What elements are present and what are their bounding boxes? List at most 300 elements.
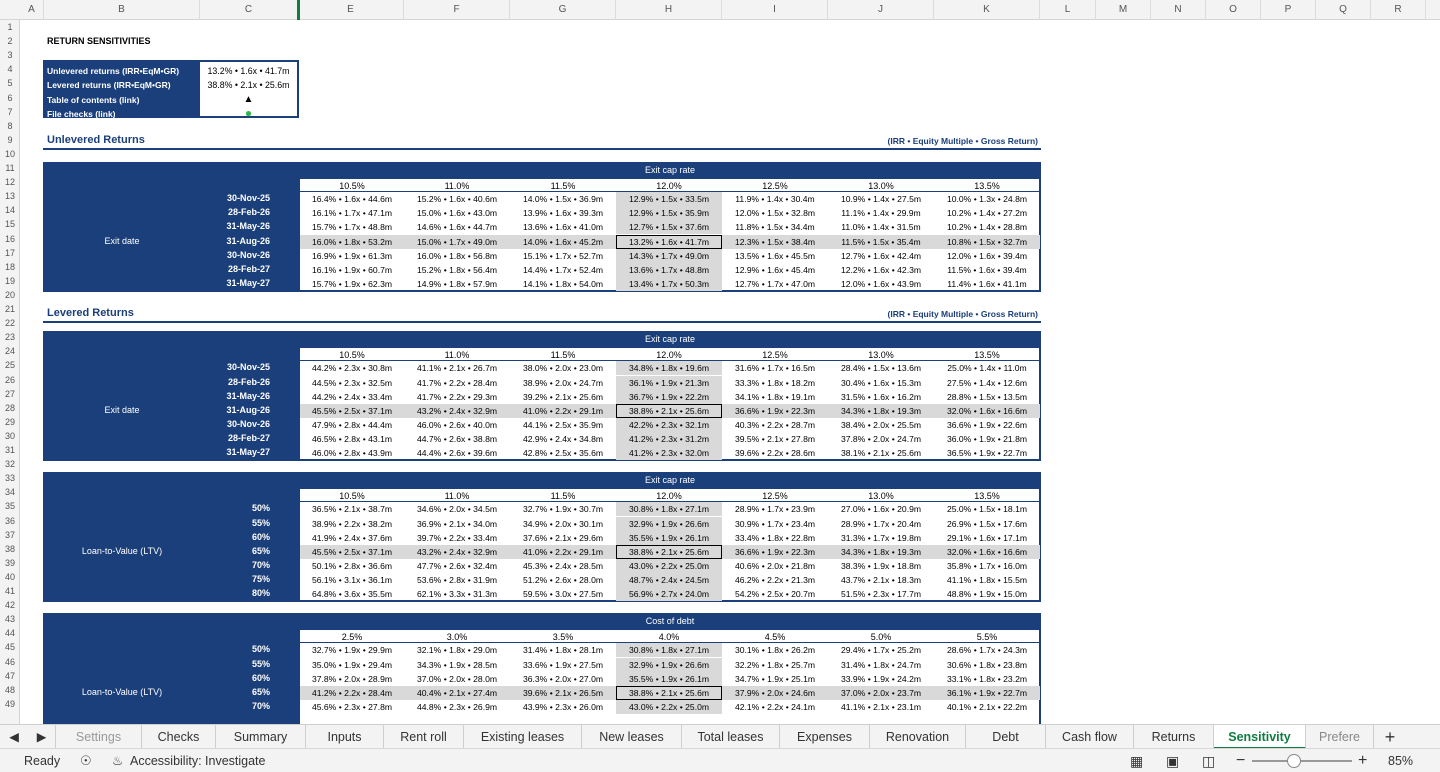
table-cell[interactable]: 32.0% • 1.6x • 16.6m xyxy=(934,404,1040,418)
table-cell[interactable]: 54.2% • 2.5x • 20.7m xyxy=(734,589,816,599)
zoom-in-button[interactable]: + xyxy=(1358,752,1368,769)
file-check-status-icon[interactable]: ● xyxy=(244,105,253,120)
table-cell[interactable]: 29.4% • 1.7x • 25.2m xyxy=(840,645,922,656)
table-cell[interactable]: 32.2% • 1.8x • 25.7m xyxy=(734,659,816,670)
table-cell[interactable]: 36.6% • 1.9x • 22.3m xyxy=(722,545,828,559)
row-header[interactable]: 36 xyxy=(4,515,15,526)
table-cell[interactable]: 11.0% • 1.4x • 31.5m xyxy=(841,222,921,233)
normal-view-icon[interactable]: ▦ xyxy=(1130,753,1144,769)
row-header[interactable]: 24 xyxy=(4,346,15,357)
table-cell[interactable]: 15.2% • 1.6x • 40.6m xyxy=(416,194,498,205)
table-cell[interactable]: 13.6% • 1.6x • 41.0m xyxy=(522,222,604,233)
table-cell[interactable]: 43.2% • 2.4x • 32.9m xyxy=(404,545,510,559)
table-cell[interactable]: 50.1% • 2.8x • 36.6m xyxy=(311,560,393,571)
table-cell[interactable]: 12.7% • 1.5x • 37.6m xyxy=(616,220,722,234)
table-cell[interactable]: 40.3% • 2.2x • 28.7m xyxy=(734,419,816,430)
table-cell[interactable]: 11.5% • 1.6x • 39.4m xyxy=(947,264,1027,275)
table-cell[interactable]: 43.0% • 2.2x • 25.0m xyxy=(616,559,722,573)
table-cell[interactable]: 46.0% • 2.8x • 43.9m xyxy=(311,448,393,458)
row-value-label[interactable]: 30-Nov-26 xyxy=(226,249,270,260)
row-value-label[interactable]: 28-Feb-27 xyxy=(227,432,270,443)
row-value-label[interactable]: 31-May-26 xyxy=(226,390,270,401)
table-cell[interactable]: 14.6% • 1.6x • 44.7m xyxy=(416,222,498,233)
table-cell[interactable]: 39.7% • 2.2x • 33.4m xyxy=(416,532,498,543)
table-cell[interactable]: 44.4% • 2.6x • 39.6m xyxy=(416,448,498,458)
tab-checks[interactable]: Checks xyxy=(142,725,216,749)
table-cell[interactable]: 15.1% • 1.7x • 52.7m xyxy=(522,250,604,261)
column-value-header[interactable]: 10.5% xyxy=(300,349,404,361)
column-header[interactable]: O xyxy=(1206,0,1261,20)
column-header[interactable]: E xyxy=(298,0,404,20)
row-header[interactable]: 10 xyxy=(4,148,15,159)
table-cell[interactable]: 30.8% • 1.8x • 27.1m xyxy=(616,502,722,516)
column-value-header[interactable]: 11.5% xyxy=(510,349,616,361)
table-cell[interactable]: 10.9% • 1.4x • 27.5m xyxy=(840,194,922,205)
row-header[interactable]: 19 xyxy=(4,275,15,286)
table-cell[interactable]: 16.0% • 1.8x • 53.2m xyxy=(300,235,404,249)
column-header[interactable]: K xyxy=(934,0,1040,20)
row-header[interactable]: 40 xyxy=(4,571,15,582)
accessibility-status[interactable]: Accessibility: Investigate xyxy=(130,754,266,768)
table-cell[interactable]: 28.9% • 1.7x • 23.9m xyxy=(734,504,816,515)
column-value-header[interactable]: 11.0% xyxy=(404,490,510,502)
table-cell[interactable]: 27.0% • 1.6x • 20.9m xyxy=(840,504,922,515)
tab-expenses[interactable]: Expenses xyxy=(780,725,870,749)
row-value-label[interactable]: 75% xyxy=(251,573,270,584)
row-value-label[interactable]: 28-Feb-26 xyxy=(227,376,270,387)
zoom-slider-thumb[interactable] xyxy=(1287,754,1301,768)
table-cell[interactable]: 10.8% • 1.5x • 32.7m xyxy=(934,235,1040,249)
table-cell[interactable]: 44.2% • 2.3x • 30.8m xyxy=(311,363,393,374)
table-cell[interactable]: 33.6% • 1.9x • 27.5m xyxy=(522,659,604,670)
table-cell[interactable]: 33.1% • 1.8x • 23.2m xyxy=(946,673,1028,684)
column-value-header[interactable]: 13.5% xyxy=(934,490,1040,502)
table-cell[interactable]: 36.9% • 2.1x • 34.0m xyxy=(416,518,498,529)
table-cell[interactable]: 34.7% • 1.9x • 25.1m xyxy=(734,673,816,684)
row-header[interactable]: 45 xyxy=(4,642,15,653)
row-header[interactable]: 39 xyxy=(4,557,15,568)
page-layout-icon[interactable]: ▣ xyxy=(1166,753,1180,769)
table-cell[interactable]: 30.4% • 1.6x • 15.3m xyxy=(840,377,922,388)
zoom-slider-track[interactable] xyxy=(1252,760,1352,762)
table-cell[interactable]: 56.9% • 2.7x • 24.0m xyxy=(616,587,722,601)
row-header[interactable]: 33 xyxy=(4,473,15,484)
column-header[interactable]: P xyxy=(1261,0,1316,20)
row-header[interactable]: 22 xyxy=(4,318,15,329)
row-value-label[interactable]: 31-May-26 xyxy=(226,221,270,232)
table-cell[interactable]: 13.2% • 1.6x • 41.7m xyxy=(616,235,722,249)
row-header[interactable]: 3 xyxy=(7,50,13,61)
column-header[interactable]: L xyxy=(1040,0,1096,20)
tab-existing-leases[interactable]: Existing leases xyxy=(464,725,582,749)
table-cell[interactable]: 38.0% • 2.0x • 23.0m xyxy=(522,363,604,374)
tab-summary[interactable]: Summary xyxy=(216,725,306,749)
table-cell[interactable]: 35.5% • 1.9x • 26.1m xyxy=(616,531,722,545)
row-header[interactable]: 4 xyxy=(7,64,13,75)
row-header[interactable]: 2 xyxy=(7,36,13,47)
column-value-header[interactable]: 2.5% xyxy=(300,631,404,643)
row-header[interactable]: 34 xyxy=(4,487,15,498)
table-cell[interactable]: 10.2% • 1.4x • 27.2m xyxy=(946,208,1028,219)
table-cell[interactable]: 37.0% • 2.0x • 23.7m xyxy=(828,686,934,700)
row-header[interactable]: 46 xyxy=(4,656,15,667)
table-cell[interactable]: 37.8% • 2.0x • 28.9m xyxy=(311,673,393,684)
table-cell[interactable]: 48.8% • 1.9x • 15.0m xyxy=(946,589,1028,599)
row-header[interactable]: 42 xyxy=(4,600,15,611)
tab-scroll-left[interactable] xyxy=(0,725,28,749)
table-cell[interactable]: 35.8% • 1.7x • 16.0m xyxy=(946,560,1028,571)
row-header[interactable]: 7 xyxy=(7,106,13,117)
column-value-header[interactable]: 4.5% xyxy=(722,631,828,643)
table-cell[interactable]: 10.0% • 1.3x • 24.8m xyxy=(946,194,1028,205)
row-value-label[interactable]: 50% xyxy=(251,644,270,655)
row-value-label[interactable]: 60% xyxy=(251,531,270,542)
table-cell[interactable]: 34.3% • 1.8x • 19.3m xyxy=(828,404,934,418)
table-cell[interactable]: 46.2% • 2.2x • 21.3m xyxy=(734,574,816,585)
table-cell[interactable]: 36.6% • 1.9x • 22.6m xyxy=(946,419,1028,430)
table-cell[interactable]: 46.0% • 2.6x • 40.0m xyxy=(416,419,498,430)
row-value-label[interactable]: 31-Aug-26 xyxy=(226,404,270,415)
column-value-header[interactable]: 11.5% xyxy=(510,180,616,192)
row-header[interactable]: 8 xyxy=(7,120,13,131)
tab-inputs[interactable]: Inputs xyxy=(306,725,384,749)
table-cell[interactable]: 32.0% • 1.6x • 16.6m xyxy=(934,545,1040,559)
table-cell[interactable]: 29.1% • 1.6x • 17.1m xyxy=(946,532,1028,543)
table-cell[interactable]: 43.7% • 2.1x • 18.3m xyxy=(840,574,922,585)
table-cell[interactable]: 51.5% • 2.3x • 17.7m xyxy=(840,589,922,599)
table-cell[interactable]: 36.7% • 1.9x • 22.2m xyxy=(616,390,722,404)
table-cell[interactable]: 12.0% • 1.6x • 39.4m xyxy=(946,250,1028,261)
table-cell[interactable]: 14.4% • 1.7x • 52.4m xyxy=(522,264,604,275)
table-cell[interactable]: 36.5% • 1.9x • 22.7m xyxy=(946,448,1028,458)
column-value-header[interactable]: 12.5% xyxy=(722,180,828,192)
tab-renovation[interactable]: Renovation xyxy=(870,725,966,749)
add-sheet-button[interactable] xyxy=(1374,725,1406,749)
row-header[interactable]: 9 xyxy=(7,134,13,145)
table-cell[interactable]: 15.0% • 1.6x • 43.0m xyxy=(416,208,498,219)
table-cell[interactable]: 13.4% • 1.7x • 50.3m xyxy=(616,277,722,291)
row-header[interactable]: 44 xyxy=(4,628,15,639)
table-cell[interactable]: 14.0% • 1.5x • 36.9m xyxy=(522,194,604,205)
table-cell[interactable]: 28.4% • 1.5x • 13.6m xyxy=(840,363,922,374)
row-header[interactable]: 21 xyxy=(4,304,15,314)
tab-debt[interactable]: Debt xyxy=(966,725,1046,749)
table-cell[interactable]: 45.5% • 2.5x • 37.1m xyxy=(300,545,404,559)
table-cell[interactable]: 43.2% • 2.4x • 32.9m xyxy=(404,404,510,418)
column-header[interactable]: G xyxy=(510,0,616,20)
tab-cash-flow[interactable]: Cash flow xyxy=(1046,725,1134,749)
table-cell[interactable]: 12.0% • 1.6x • 43.9m xyxy=(840,278,922,289)
table-cell[interactable]: 15.0% • 1.7x • 49.0m xyxy=(404,235,510,249)
table-cell[interactable]: 40.1% • 2.1x • 22.2m xyxy=(946,701,1028,712)
table-cell[interactable]: 56.1% • 3.1x • 36.1m xyxy=(311,574,393,585)
table-cell[interactable]: 31.5% • 1.6x • 16.2m xyxy=(840,391,922,402)
column-header[interactable]: R xyxy=(1371,0,1426,20)
table-cell[interactable]: 34.6% • 2.0x • 34.5m xyxy=(416,504,498,515)
table-cell[interactable]: 16.9% • 1.9x • 61.3m xyxy=(311,250,393,261)
table-cell[interactable]: 41.2% • 2.2x • 28.4m xyxy=(300,686,404,700)
table-cell[interactable]: 45.6% • 2.3x • 27.8m xyxy=(311,701,393,712)
table-cell[interactable]: 38.9% • 2.2x • 38.2m xyxy=(311,518,393,529)
table-cell[interactable]: 34.9% • 2.0x • 30.1m xyxy=(522,518,604,529)
table-cell[interactable]: 14.1% • 1.8x • 54.0m xyxy=(522,278,604,289)
table-cell[interactable]: 40.6% • 2.0x • 21.8m xyxy=(734,560,816,571)
table-cell[interactable]: 39.2% • 2.1x • 25.6m xyxy=(522,391,604,402)
table-cell[interactable]: 39.6% • 2.1x • 26.5m xyxy=(510,686,616,700)
table-cell[interactable]: 11.4% • 1.6x • 41.1m xyxy=(947,278,1027,289)
table-cell[interactable]: 38.8% • 2.1x • 25.6m xyxy=(616,545,722,559)
table-cell[interactable]: 39.6% • 2.2x • 28.6m xyxy=(734,448,816,458)
row-header[interactable]: 6 xyxy=(7,92,13,103)
table-cell[interactable]: 41.1% • 2.1x • 26.7m xyxy=(416,363,498,374)
table-cell[interactable]: 13.6% • 1.7x • 48.8m xyxy=(616,263,722,277)
column-header[interactable]: N xyxy=(1151,0,1206,20)
tab-new-leases[interactable]: New leases xyxy=(582,725,682,749)
table-cell[interactable]: 28.8% • 1.5x • 13.5m xyxy=(946,391,1028,402)
row-header[interactable]: 27 xyxy=(4,388,15,399)
table-cell[interactable]: 32.9% • 1.9x • 26.6m xyxy=(616,658,722,672)
row-header[interactable]: 41 xyxy=(4,586,15,596)
table-cell[interactable]: 16.4% • 1.6x • 44.6m xyxy=(311,194,393,205)
row-value-label[interactable]: 31-May-27 xyxy=(226,277,270,288)
row-header[interactable]: 18 xyxy=(4,261,15,272)
table-cell[interactable]: 37.9% • 2.0x • 24.6m xyxy=(722,686,828,700)
table-cell[interactable]: 38.8% • 2.1x • 25.6m xyxy=(616,404,722,418)
table-cell[interactable]: 12.0% • 1.5x • 32.8m xyxy=(734,208,816,219)
table-cell[interactable]: 43.9% • 2.3x • 26.0m xyxy=(522,701,604,712)
column-value-header[interactable]: 13.0% xyxy=(828,349,934,361)
table-cell[interactable]: 34.3% • 1.9x • 28.5m xyxy=(416,659,498,670)
table-cell[interactable]: 46.5% • 2.8x • 43.1m xyxy=(311,433,393,444)
table-cell[interactable]: 41.2% • 2.3x • 31.2m xyxy=(616,432,722,446)
column-value-header[interactable]: 12.0% xyxy=(616,349,722,361)
column-value-header[interactable]: 13.5% xyxy=(934,180,1040,192)
table-cell[interactable]: 37.8% • 2.0x • 24.7m xyxy=(840,433,922,444)
table-cell[interactable]: 36.6% • 1.9x • 22.3m xyxy=(722,404,828,418)
table-cell[interactable]: 26.9% • 1.5x • 17.6m xyxy=(946,518,1028,529)
column-value-header[interactable]: 5.5% xyxy=(934,631,1040,643)
table-cell[interactable]: 30.8% • 1.8x • 27.1m xyxy=(616,643,722,657)
table-cell[interactable]: 14.9% • 1.8x • 57.9m xyxy=(416,278,498,289)
column-value-header[interactable]: 13.0% xyxy=(828,180,934,192)
table-cell[interactable]: 25.0% • 1.4x • 11.0m xyxy=(947,363,1027,374)
column-header[interactable]: J xyxy=(828,0,934,20)
table-cell[interactable]: 34.3% • 1.8x • 19.3m xyxy=(828,545,934,559)
table-cell[interactable]: 45.3% • 2.4x • 28.5m xyxy=(522,560,604,571)
table-cell[interactable]: 59.5% • 3.0x • 27.5m xyxy=(522,589,604,599)
row-header[interactable]: 28 xyxy=(4,402,15,413)
table-cell[interactable]: 31.3% • 1.7x • 19.8m xyxy=(840,532,922,543)
column-value-header[interactable]: 12.5% xyxy=(722,349,828,361)
table-cell[interactable]: 42.2% • 2.3x • 32.1m xyxy=(616,418,722,432)
table-cell[interactable]: 44.7% • 2.6x • 38.8m xyxy=(416,433,498,444)
column-header[interactable]: I xyxy=(722,0,828,20)
row-header[interactable]: 32 xyxy=(4,459,15,470)
table-cell[interactable]: 12.7% • 1.6x • 42.4m xyxy=(840,250,922,261)
table-cell[interactable]: 13.5% • 1.6x • 45.5m xyxy=(734,250,816,261)
table-cell[interactable]: 12.3% • 1.5x • 38.4m xyxy=(722,235,828,249)
table-cell[interactable]: 41.7% • 2.2x • 29.3m xyxy=(416,391,498,402)
table-cell[interactable]: 27.5% • 1.4x • 12.6m xyxy=(946,377,1028,388)
table-cell[interactable]: 64.8% • 3.6x • 35.5m xyxy=(311,589,393,599)
row-value-label[interactable]: 65% xyxy=(251,686,270,697)
column-value-header[interactable]: 11.5% xyxy=(510,490,616,502)
table-cell[interactable]: 48.7% • 2.4x • 24.5m xyxy=(616,573,722,587)
table-cell[interactable]: 12.9% • 1.6x • 45.4m xyxy=(734,264,816,275)
row-header[interactable]: 20 xyxy=(4,289,15,300)
table-cell[interactable]: 38.3% • 1.9x • 18.8m xyxy=(840,560,922,571)
row-value-label[interactable]: 70% xyxy=(251,700,270,711)
table-cell[interactable]: 34.1% • 1.8x • 19.1m xyxy=(734,391,816,402)
table-cell[interactable]: 41.1% • 2.1x • 23.1m xyxy=(840,701,922,712)
table-cell[interactable]: 47.9% • 2.8x • 44.4m xyxy=(311,419,393,430)
row-value-label[interactable]: 55% xyxy=(251,658,270,669)
tab-sensitivity[interactable]: Sensitivity xyxy=(1214,725,1306,749)
row-value-label[interactable]: 65% xyxy=(251,545,270,556)
table-cell[interactable]: 15.7% • 1.7x • 48.8m xyxy=(311,222,393,233)
table-cell[interactable]: 11.5% • 1.5x • 35.4m xyxy=(828,235,934,249)
table-cell[interactable]: 32.7% • 1.9x • 30.7m xyxy=(522,504,604,515)
column-value-header[interactable]: 4.0% xyxy=(616,631,722,643)
table-cell[interactable]: 44.1% • 2.5x • 35.9m xyxy=(522,419,604,430)
table-cell[interactable]: 41.2% • 2.3x • 32.0m xyxy=(616,446,722,460)
column-value-header[interactable]: 10.5% xyxy=(300,180,404,192)
row-header[interactable]: 25 xyxy=(4,360,15,371)
table-cell[interactable]: 41.1% • 1.8x • 15.5m xyxy=(946,574,1028,585)
row-header[interactable]: 12 xyxy=(4,177,15,188)
table-cell[interactable]: 36.5% • 2.1x • 38.7m xyxy=(311,504,393,515)
table-cell[interactable]: 15.2% • 1.8x • 56.4m xyxy=(416,264,498,275)
table-cell[interactable]: 44.8% • 2.3x • 26.9m xyxy=(416,701,498,712)
table-cell[interactable]: 16.0% • 1.8x • 56.8m xyxy=(416,250,498,261)
row-header[interactable]: 29 xyxy=(4,416,15,427)
row-value-label[interactable]: 55% xyxy=(251,517,270,528)
column-header[interactable]: A xyxy=(20,0,44,20)
row-value-label[interactable]: 31-May-27 xyxy=(226,447,270,457)
table-cell[interactable]: 14.0% • 1.6x • 45.2m xyxy=(510,235,616,249)
table-cell[interactable]: 35.5% • 1.9x • 26.1m xyxy=(616,672,722,686)
table-cell[interactable]: 16.1% • 1.9x • 60.7m xyxy=(311,264,393,275)
column-value-header[interactable]: 12.0% xyxy=(616,180,722,192)
table-cell[interactable]: 30.9% • 1.7x • 23.4m xyxy=(734,518,816,529)
column-value-header[interactable]: 13.0% xyxy=(828,490,934,502)
table-cell[interactable]: 38.9% • 2.0x • 24.7m xyxy=(522,377,604,388)
table-cell[interactable]: 12.2% • 1.6x • 42.3m xyxy=(840,264,922,275)
table-cell[interactable]: 25.0% • 1.5x • 18.1m xyxy=(946,504,1028,515)
table-cell[interactable]: 32.1% • 1.8x • 29.0m xyxy=(416,645,498,656)
toc-link-icon[interactable]: ▲ xyxy=(243,93,254,105)
page-break-icon[interactable]: ◫ xyxy=(1202,753,1216,769)
row-header[interactable]: 30 xyxy=(4,430,15,441)
row-header[interactable]: 35 xyxy=(4,501,15,512)
table-cell[interactable]: 42.1% • 2.2x • 24.1m xyxy=(734,701,816,712)
table-cell[interactable]: 41.7% • 2.2x • 28.4m xyxy=(416,377,498,388)
table-cell[interactable]: 33.9% • 1.9x • 24.2m xyxy=(840,673,922,684)
column-header[interactable]: H xyxy=(616,0,722,20)
table-cell[interactable]: 31.6% • 1.7x • 16.5m xyxy=(734,363,816,374)
table-cell[interactable]: 12.7% • 1.7x • 47.0m xyxy=(734,278,816,289)
column-value-header[interactable]: 11.0% xyxy=(404,349,510,361)
table-cell[interactable]: 28.9% • 1.7x • 20.4m xyxy=(840,518,922,529)
row-value-label[interactable]: 60% xyxy=(251,672,270,683)
tab-settings[interactable]: Settings xyxy=(56,725,142,749)
table-cell[interactable]: 16.1% • 1.7x • 47.1m xyxy=(311,208,393,219)
table-cell[interactable]: 33.4% • 1.8x • 22.8m xyxy=(734,532,816,543)
table-cell[interactable]: 39.5% • 2.1x • 27.8m xyxy=(734,433,816,444)
row-header[interactable]: 1 xyxy=(7,22,13,32)
table-cell[interactable]: 10.2% • 1.4x • 28.8m xyxy=(946,222,1028,233)
row-header[interactable]: 48 xyxy=(4,684,15,695)
row-value-label[interactable]: 30-Nov-25 xyxy=(226,362,270,373)
table-cell[interactable]: 40.4% • 2.1x • 27.4m xyxy=(404,686,510,700)
table-cell[interactable]: 36.3% • 2.0x • 27.0m xyxy=(522,673,604,684)
row-header[interactable]: 15 xyxy=(4,219,15,230)
table-cell[interactable]: 11.1% • 1.4x • 29.9m xyxy=(841,208,921,219)
table-cell[interactable]: 45.5% • 2.5x • 37.1m xyxy=(300,404,404,418)
table-cell[interactable]: 12.9% • 1.5x • 35.9m xyxy=(616,206,722,220)
row-header[interactable]: 38 xyxy=(4,543,15,554)
column-header[interactable]: C xyxy=(200,0,298,20)
column-value-header[interactable]: 13.5% xyxy=(934,349,1040,361)
row-header[interactable]: 49 xyxy=(4,698,15,709)
table-cell[interactable]: 43.0% • 2.2x • 25.0m xyxy=(616,700,722,714)
tab-returns[interactable]: Returns xyxy=(1134,725,1214,749)
row-header[interactable]: 31 xyxy=(4,445,15,455)
column-value-header[interactable]: 12.0% xyxy=(616,490,722,502)
column-value-header[interactable]: 12.5% xyxy=(722,490,828,502)
row-value-label[interactable]: 28-Feb-27 xyxy=(227,263,270,274)
column-header[interactable]: Q xyxy=(1316,0,1371,20)
table-cell[interactable]: 35.0% • 1.9x • 29.4m xyxy=(311,659,393,670)
table-cell[interactable]: 34.8% • 1.8x • 19.6m xyxy=(616,361,722,375)
row-header[interactable]: 5 xyxy=(7,78,13,89)
tab-prefere[interactable]: Prefere xyxy=(1306,725,1374,749)
column-header[interactable]: M xyxy=(1096,0,1151,20)
table-cell[interactable]: 41.9% • 2.4x • 37.6m xyxy=(311,532,393,543)
row-value-label[interactable]: 30-Nov-25 xyxy=(226,193,270,204)
table-cell[interactable]: 44.5% • 2.3x • 32.5m xyxy=(311,377,393,388)
row-value-label[interactable]: 31-Aug-26 xyxy=(226,235,270,246)
table-cell[interactable]: 32.7% • 1.9x • 29.9m xyxy=(311,645,393,656)
table-cell[interactable]: 11.9% • 1.4x • 30.4m xyxy=(735,194,815,205)
column-value-header[interactable]: 3.0% xyxy=(404,631,510,643)
row-header[interactable]: 11 xyxy=(5,163,15,173)
table-cell[interactable]: 12.9% • 1.5x • 33.5m xyxy=(616,192,722,206)
column-value-header[interactable]: 3.5% xyxy=(510,631,616,643)
column-header[interactable]: F xyxy=(404,0,510,20)
table-cell[interactable]: 30.1% • 1.8x • 26.2m xyxy=(734,645,816,656)
table-cell[interactable]: 38.4% • 2.0x • 25.5m xyxy=(840,419,922,430)
table-cell[interactable]: 41.0% • 2.2x • 29.1m xyxy=(510,404,616,418)
column-header[interactable]: B xyxy=(44,0,200,20)
table-cell[interactable]: 30.6% • 1.8x • 23.8m xyxy=(946,659,1028,670)
tab-rent-roll[interactable]: Rent roll xyxy=(384,725,464,749)
column-value-header[interactable]: 5.0% xyxy=(828,631,934,643)
table-cell[interactable]: 47.7% • 2.6x • 32.4m xyxy=(416,560,498,571)
table-cell[interactable]: 33.3% • 1.8x • 18.2m xyxy=(734,377,816,388)
table-cell[interactable]: 36.1% • 1.9x • 22.7m xyxy=(934,686,1040,700)
row-header[interactable]: 43 xyxy=(4,614,15,625)
table-cell[interactable]: 14.3% • 1.7x • 49.0m xyxy=(616,249,722,263)
table-cell[interactable]: 38.1% • 2.1x • 25.6m xyxy=(840,448,922,458)
table-cell[interactable]: 42.9% • 2.4x • 34.8m xyxy=(522,433,604,444)
table-cell[interactable]: 36.0% • 1.9x • 21.8m xyxy=(946,433,1028,444)
table-cell[interactable]: 37.0% • 2.0x • 28.0m xyxy=(416,673,498,684)
row-value-label[interactable]: 50% xyxy=(251,503,270,514)
row-value-label[interactable]: 70% xyxy=(251,559,270,570)
row-header[interactable]: 37 xyxy=(4,529,15,540)
column-value-header[interactable]: 11.0% xyxy=(404,180,510,192)
